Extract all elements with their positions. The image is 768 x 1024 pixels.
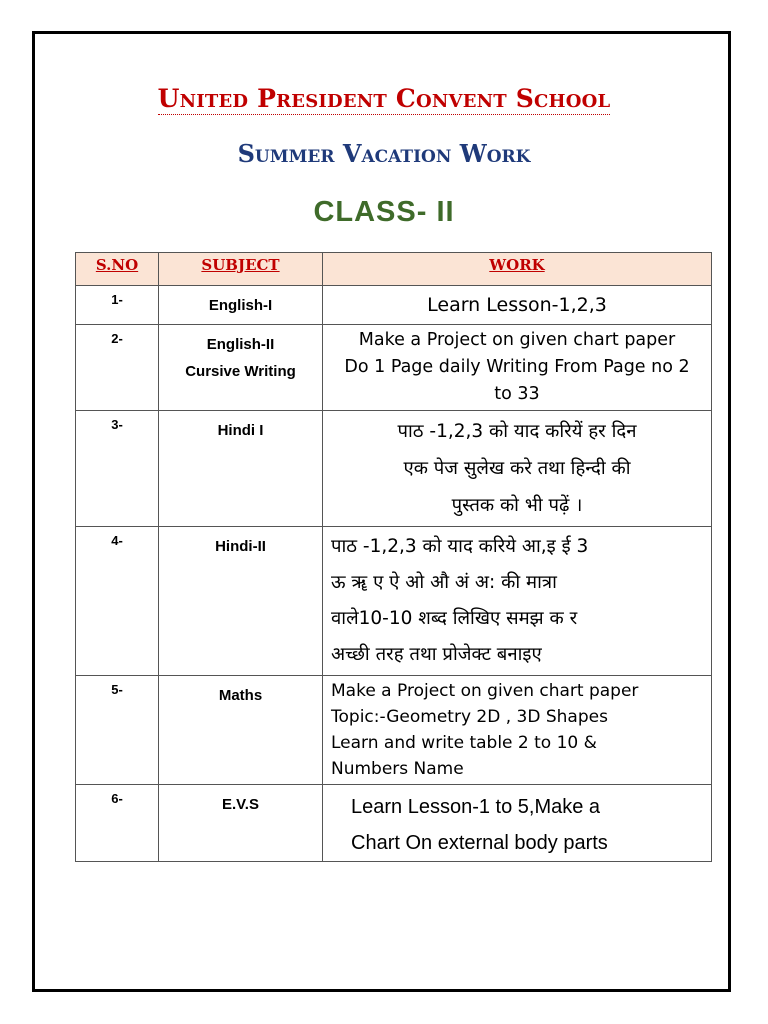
row-work: Make a Project on given chart paper Do 1 Page daily Writing From Page no 2 to 33 — [323, 325, 712, 411]
row-work: Make a Project on given chart paper Topic:-Geometry 2D , 3D Shapes Learn and write table 2 to 10 & Numbers Name — [323, 676, 712, 785]
row-subject: Maths — [159, 676, 323, 785]
table-row — [76, 785, 712, 862]
table-row — [76, 527, 712, 676]
page-subtitle: Summer Vacation Work — [237, 139, 531, 168]
row-subject: Hindi-II — [159, 527, 323, 676]
row-subject: Hindi I — [159, 411, 323, 527]
row-subject: English-I — [159, 286, 323, 325]
row-subject: E.V.S — [159, 785, 323, 862]
row-sno: 1- — [76, 286, 159, 325]
table-row — [76, 325, 712, 411]
col-header-sno: S.NO — [76, 253, 159, 286]
table-row — [76, 286, 712, 325]
row-work: पाठ -1,2,3 को याद करिये आ,इ ई 3 ऊ ॠ ए ऐ ओ औ अं अ: की मात्रा वाले10-10 शब्द लिखिए समझ क र अच्छी तरह तथा प्रोजेक्ट बनाइए — [323, 527, 712, 676]
row-sno: 5- — [76, 676, 159, 785]
row-subject: English-II Cursive Writing — [159, 325, 323, 411]
table-row — [76, 676, 712, 785]
vacation-work-table — [75, 252, 712, 862]
table-header-row — [76, 253, 712, 286]
row-sno: 6- — [76, 785, 159, 862]
class-label: CLASS- II — [313, 196, 455, 228]
school-name: United President Convent School — [157, 84, 611, 113]
row-work: Learn Lesson-1 to 5,Make a Chart On external body parts — [323, 785, 712, 862]
row-sno: 4- — [76, 527, 159, 676]
table-row — [76, 411, 712, 527]
col-header-subject: SUBJECT — [159, 253, 323, 286]
row-sno: 3- — [76, 411, 159, 527]
row-work: Learn Lesson-1,2,3 — [323, 286, 712, 325]
row-sno: 2- — [76, 325, 159, 411]
col-header-work: WORK — [323, 253, 712, 286]
row-work: पाठ -1,2,3 को याद करियें हर दिन एक पेज सुलेख करे तथा हिन्दी की पुस्तक को भी पढ़ें । — [323, 411, 712, 527]
